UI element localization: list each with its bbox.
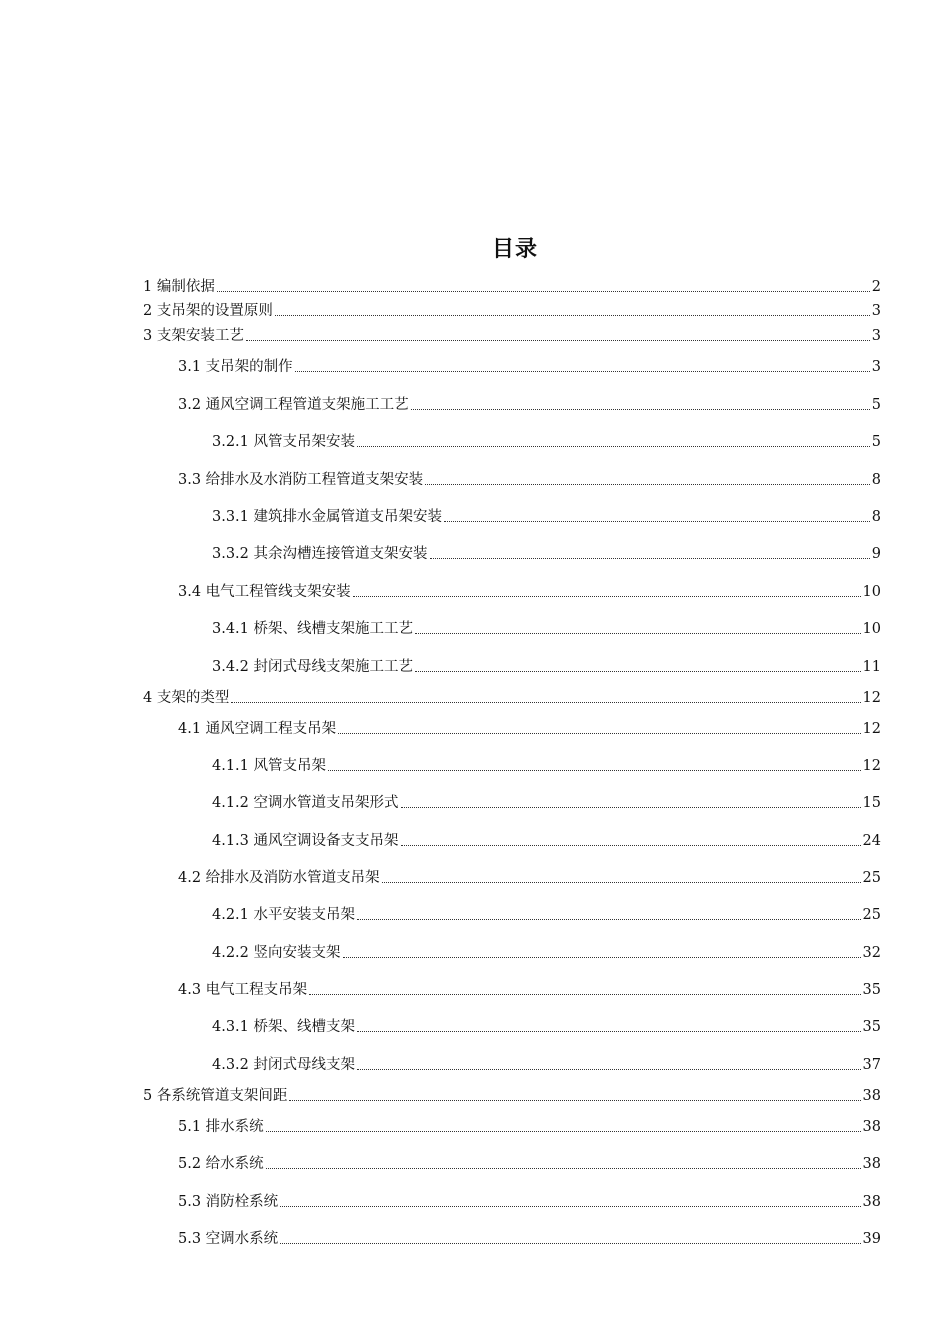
toc-entry[interactable] <box>143 687 881 707</box>
toc-leader-dots <box>275 315 870 316</box>
toc-entry[interactable] <box>178 1228 881 1248</box>
toc-entry-label: 3.4.1 桥架、线槽支架施工工艺 <box>212 621 414 637</box>
toc-entry[interactable] <box>212 792 881 812</box>
toc-leader-dots <box>266 1168 861 1169</box>
toc-entry[interactable] <box>178 979 881 999</box>
toc-leader-dots <box>338 733 860 734</box>
toc-entry-label: 4.2 给排水及消防水管道支吊架 <box>178 870 380 886</box>
toc-leader-dots <box>444 521 870 522</box>
toc-entry[interactable] <box>178 469 881 489</box>
toc-entry-label: 4.3 电气工程支吊架 <box>178 982 308 998</box>
toc-entry-label: 3 支架安装工艺 <box>143 328 244 344</box>
toc-leader-dots <box>246 340 870 341</box>
toc-leader-dots <box>266 1131 861 1132</box>
toc-entry-label: 4.1 通风空调工程支吊架 <box>178 721 337 737</box>
toc-page-number: 38 <box>862 1194 881 1210</box>
toc-entry-label: 3.4 电气工程管线支架安装 <box>178 584 351 600</box>
toc-page-number: 35 <box>862 1019 881 1035</box>
toc-entry-label: 3.4.2 封闭式母线支架施工工艺 <box>212 659 414 675</box>
toc-page-number: 24 <box>862 833 881 849</box>
toc-leader-dots <box>425 484 870 485</box>
toc-entry-label: 3.1 支吊架的制作 <box>178 359 293 375</box>
toc-page-number: 12 <box>862 758 881 774</box>
toc-entry[interactable] <box>178 1153 881 1173</box>
toc-entry[interactable] <box>178 1191 881 1211</box>
toc-entry-label: 4.1.1 风管支吊架 <box>212 758 327 774</box>
toc-leader-dots <box>357 919 861 920</box>
toc-page-number: 2 <box>871 279 881 295</box>
toc-entry[interactable] <box>212 656 881 676</box>
toc-page-number: 12 <box>862 721 881 737</box>
toc-leader-dots <box>357 1031 861 1032</box>
toc-entry[interactable] <box>178 718 881 738</box>
toc-entry-label: 4.3.1 桥架、线槽支架 <box>212 1019 356 1035</box>
toc-entry[interactable] <box>212 830 881 850</box>
toc-leader-dots <box>217 291 870 292</box>
toc-entry[interactable] <box>178 581 881 601</box>
toc-title: 目录 <box>491 237 538 262</box>
toc-entry[interactable] <box>212 1016 881 1036</box>
toc-page-number: 3 <box>871 359 881 375</box>
toc-leader-dots <box>382 882 861 883</box>
toc-page-number: 39 <box>862 1231 881 1247</box>
toc-entry[interactable] <box>212 1054 881 1074</box>
toc-entry[interactable] <box>143 300 881 320</box>
toc-entry[interactable] <box>178 394 881 414</box>
toc-leader-dots <box>343 957 861 958</box>
toc-leader-dots <box>309 994 860 995</box>
toc-entry[interactable] <box>212 506 881 526</box>
toc-entry-label: 2 支吊架的设置原则 <box>143 303 273 319</box>
toc-page-number: 8 <box>871 509 881 525</box>
toc-entry[interactable] <box>178 867 881 887</box>
toc-page-number: 32 <box>862 945 881 961</box>
toc-page-number: 9 <box>871 546 881 562</box>
toc-page-number: 25 <box>862 870 881 886</box>
toc-page-number: 5 <box>871 397 881 413</box>
toc-leader-dots <box>401 807 861 808</box>
toc-leader-dots <box>280 1243 860 1244</box>
toc-leader-dots <box>280 1206 860 1207</box>
toc-entry-label: 5.3 消防栓系统 <box>178 1194 279 1210</box>
toc-entry[interactable] <box>212 543 881 563</box>
toc-page-number: 10 <box>862 584 881 600</box>
toc-entry[interactable] <box>178 1116 881 1136</box>
toc-page-number: 15 <box>862 795 881 811</box>
toc-page-number: 38 <box>862 1088 881 1104</box>
toc-entry-label: 4.3.2 封闭式母线支架 <box>212 1057 356 1073</box>
toc-page-number: 10 <box>862 621 881 637</box>
toc-page-number: 8 <box>871 472 881 488</box>
toc-leader-dots <box>357 446 870 447</box>
toc-entry-label: 4.1.2 空调水管道支吊架形式 <box>212 795 399 811</box>
toc-leader-dots <box>231 702 860 703</box>
toc-entry-label: 5.3 空调水系统 <box>178 1231 279 1247</box>
toc-entry[interactable] <box>212 942 881 962</box>
toc-leader-dots <box>411 409 870 410</box>
toc-leader-dots <box>415 633 861 634</box>
toc-entry[interactable] <box>212 618 881 638</box>
toc-page-number: 12 <box>862 690 881 706</box>
toc-page-number: 3 <box>871 328 881 344</box>
toc-entry[interactable] <box>212 431 881 451</box>
toc-leader-dots <box>430 558 870 559</box>
toc-entry-label: 4 支架的类型 <box>143 690 230 706</box>
toc-entry[interactable] <box>143 325 881 345</box>
toc-leader-dots <box>401 845 861 846</box>
toc-entry-label: 3.3.2 其余沟槽连接管道支架安装 <box>212 546 428 562</box>
toc-entry-label: 4.1.3 通风空调设备支支吊架 <box>212 833 399 849</box>
toc-entry-label: 3.2.1 风管支吊架安装 <box>212 434 356 450</box>
toc-leader-dots <box>328 770 861 771</box>
toc-page-number: 38 <box>862 1119 881 1135</box>
toc-entry[interactable] <box>212 755 881 775</box>
toc-leader-dots <box>415 671 861 672</box>
toc-entry[interactable] <box>178 356 881 376</box>
toc-entry-label: 4.2.2 竖向安装支架 <box>212 945 341 961</box>
toc-page-number: 38 <box>862 1156 881 1172</box>
toc-entry-label: 3.3 给排水及水消防工程管道支架安装 <box>178 472 424 488</box>
toc-entry-label: 1 编制依据 <box>143 279 215 295</box>
toc-leader-dots <box>353 596 861 597</box>
toc-entry-label: 3.3.1 建筑排水金属管道支吊架安装 <box>212 509 443 525</box>
toc-entry[interactable] <box>143 276 881 296</box>
toc-entry[interactable] <box>143 1085 881 1105</box>
toc-page-number: 3 <box>871 303 881 319</box>
toc-page-number: 11 <box>862 659 881 675</box>
toc-entry-label: 5.2 给水系统 <box>178 1156 264 1172</box>
toc-leader-dots <box>295 371 870 372</box>
toc-leader-dots <box>357 1069 861 1070</box>
toc-entry-label: 5 各系统管道支架间距 <box>143 1088 288 1104</box>
toc-page-number: 35 <box>862 982 881 998</box>
toc-page-number: 37 <box>862 1057 881 1073</box>
toc-page-number: 5 <box>871 434 881 450</box>
toc-leader-dots <box>289 1100 860 1101</box>
toc-entry-label: 4.2.1 水平安装支吊架 <box>212 907 356 923</box>
toc-entry-label: 3.2 通风空调工程管道支架施工工艺 <box>178 397 409 413</box>
toc-entry[interactable] <box>212 904 881 924</box>
toc-page-number: 25 <box>862 907 881 923</box>
toc-entry-label: 5.1 排水系统 <box>178 1119 264 1135</box>
